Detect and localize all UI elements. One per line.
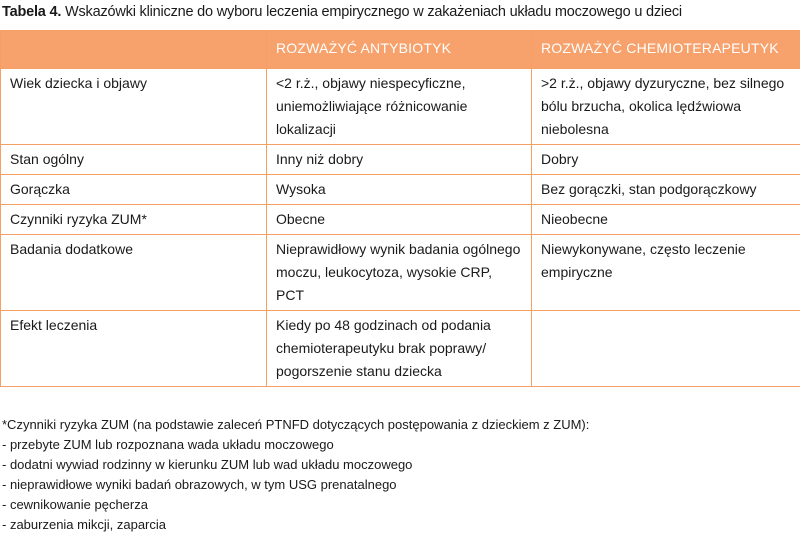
antibiotic-cell: Nieprawidłowy wynik badania ogólnego moczu, leukocytoza, wysokie CRP, PCT [267,235,532,311]
row-label: Gorączka [1,175,267,205]
header-chemotherapeutic: ROZWAŻYĆ CHEMIOTERAPEUTYK [532,31,800,69]
header-empty [1,31,267,69]
row-label: Wiek dziecka i objawy [1,69,267,145]
table-row [1,205,800,235]
antibiotic-cell: Obecne [267,205,532,235]
table-row [1,175,800,205]
chemotherapeutic-cell: Nieobecne [532,205,800,235]
footnote-item: - cewnikowanie pęcherza [2,497,148,512]
antibiotic-cell: Kiedy po 48 godzinach od podania chemioterapeutyku brak poprawy/ pogorszenie stanu dziecka [267,311,532,387]
antibiotic-cell: Inny niż dobry [267,145,532,175]
footnote-item: - przebyte ZUM lub rozpoznana wada układu moczowego [2,437,334,452]
footnote-item: - nieprawidłowe wyniki badań obrazowych, w tym USG prenatalnego [2,477,397,492]
row-label: Efekt leczenia [1,311,267,387]
footnote-item: - zaburzenia mikcji, zaparcia [2,517,167,532]
table-title: Wskazówki kliniczne do wyboru leczenia empirycznego w zakażeniach układu moczowego u dzieci [61,4,682,20]
chemotherapeutic-cell: Bez gorączki, stan podgorączkowy [532,175,800,205]
clinical-table [0,30,800,387]
footnote-intro: *Czynniki ryzyka ZUM (na podstawie zaleceń PTNFD dotyczących postępowania z dzieckiem z ZUM): [2,417,590,432]
table-row [1,311,800,387]
chemotherapeutic-cell: Niewykonywane, często leczenie empiryczne [532,235,800,311]
table-row [1,235,800,311]
header-row [1,31,800,69]
footnotes [2,415,589,535]
table-row [1,145,800,175]
header-antibiotic: ROZWAŻYĆ ANTYBIOTYK [267,31,532,69]
table-caption [2,4,682,20]
chemotherapeutic-cell: Dobry [532,145,800,175]
table-number: Tabela 4. [2,4,62,20]
chemotherapeutic-cell [532,311,800,387]
row-label: Badania dodatkowe [1,235,267,311]
guidance-table [0,30,800,387]
row-label: Czynniki ryzyka ZUM* [1,205,267,235]
row-label: Stan ogólny [1,145,267,175]
antibiotic-cell: <2 r.ż., objawy niespecyficzne, uniemożliwiające różnicowanie lokalizacji [267,69,532,145]
table-row [1,69,800,145]
footnote-item: - dodatni wywiad rodzinny w kierunku ZUM lub wad układu moczowego [2,457,413,472]
chemotherapeutic-cell: >2 r.ż., objawy dyzuryczne, bez silnego bólu brzucha, okolica lędźwiowa niebolesna [532,69,800,145]
antibiotic-cell: Wysoka [267,175,532,205]
